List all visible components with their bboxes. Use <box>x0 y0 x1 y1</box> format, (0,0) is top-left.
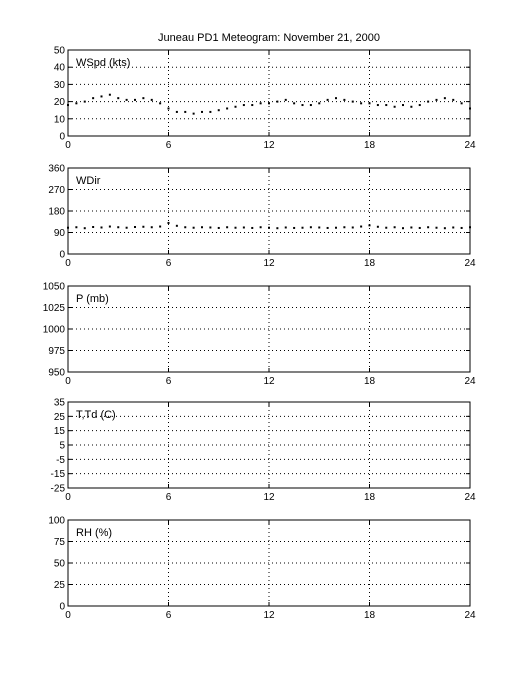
data-point <box>260 226 262 228</box>
y-tick-label: 30 <box>53 79 65 91</box>
data-point <box>461 227 463 229</box>
data-point <box>176 225 178 227</box>
x-tick-label: 18 <box>363 376 376 387</box>
data-point <box>151 99 153 101</box>
x-tick-label: 18 <box>363 140 376 151</box>
data-point <box>184 111 186 113</box>
y-tick-label: -5 <box>56 454 65 466</box>
data-point <box>343 226 345 228</box>
data-point <box>419 227 421 229</box>
data-point <box>75 102 77 104</box>
data-point <box>293 102 295 104</box>
data-point <box>209 111 211 113</box>
y-tick-label: 1025 <box>42 303 65 314</box>
data-point <box>235 227 237 229</box>
data-point <box>226 107 228 109</box>
data-point <box>268 102 270 104</box>
data-point <box>209 226 211 228</box>
data-point <box>293 227 295 229</box>
y-tick-label: 25 <box>53 580 65 591</box>
data-point <box>109 226 111 228</box>
y-tick-label: 0 <box>59 131 65 143</box>
data-point <box>452 99 454 101</box>
y-tick-label: 975 <box>48 346 65 357</box>
data-point <box>377 226 379 228</box>
data-point <box>402 227 404 229</box>
x-tick-label: 6 <box>165 610 172 621</box>
data-point <box>92 226 94 228</box>
data-point <box>126 227 128 229</box>
x-tick-label: 6 <box>165 492 172 503</box>
x-tick-label: 24 <box>464 610 476 621</box>
x-tick-label: 0 <box>65 610 71 621</box>
x-tick-label: 0 <box>65 376 71 387</box>
data-point <box>318 102 320 104</box>
x-tick-label: 6 <box>165 140 172 151</box>
panel-rh <box>48 516 476 622</box>
data-point <box>92 97 94 99</box>
data-point <box>369 224 371 226</box>
data-point <box>327 99 329 101</box>
panel-wdir <box>48 164 476 270</box>
data-point <box>184 226 186 228</box>
data-point <box>218 227 220 229</box>
data-point <box>193 227 195 229</box>
y-tick-label: 35 <box>53 397 65 409</box>
data-point <box>469 107 471 109</box>
data-point <box>201 111 203 113</box>
y-tick-label: 75 <box>53 537 65 548</box>
y-tick-label: 90 <box>53 228 65 239</box>
x-tick-label: 12 <box>263 492 275 503</box>
panel-wspd <box>54 46 476 152</box>
y-tick-label: 100 <box>48 515 65 527</box>
data-point <box>226 226 228 228</box>
data-point <box>84 101 86 103</box>
data-point <box>410 226 412 228</box>
data-point <box>168 107 170 109</box>
panel-temp <box>51 398 476 504</box>
data-point <box>427 226 429 228</box>
data-point <box>159 226 161 228</box>
data-point <box>469 226 471 228</box>
y-tick-label: 50 <box>53 45 65 57</box>
data-point <box>335 227 337 229</box>
data-point <box>201 226 203 228</box>
figure-title: Juneau PD1 Meteogram: November 21, 2000 <box>158 32 380 44</box>
data-point <box>142 97 144 99</box>
data-point <box>318 226 320 228</box>
data-point <box>193 113 195 115</box>
data-point <box>310 104 312 106</box>
panel-label-rh: RH (%) <box>76 527 113 539</box>
y-tick-label: 180 <box>48 206 65 218</box>
data-point <box>168 222 170 224</box>
panel-label-wspd: WSpd (kts) <box>76 57 131 69</box>
data-point <box>302 104 304 106</box>
data-point <box>126 99 128 101</box>
data-point <box>394 106 396 108</box>
y-tick-label: 40 <box>53 62 65 74</box>
x-tick-label: 24 <box>464 492 476 503</box>
data-point <box>394 226 396 228</box>
data-point <box>235 106 237 108</box>
data-point <box>385 104 387 106</box>
y-tick-label: 50 <box>53 558 65 570</box>
y-tick-label: 270 <box>48 185 65 196</box>
panel-pressure <box>43 282 476 388</box>
data-point <box>285 99 287 101</box>
y-tick-label: 0 <box>59 601 65 613</box>
y-tick-label: 360 <box>48 163 65 175</box>
data-point <box>276 227 278 229</box>
x-tick-label: 12 <box>263 140 275 151</box>
x-tick-label: 18 <box>363 492 376 503</box>
data-point <box>101 95 103 97</box>
data-point <box>452 226 454 228</box>
y-tick-label: 1000 <box>42 324 65 336</box>
x-tick-label: 6 <box>165 258 172 269</box>
data-point <box>369 102 371 104</box>
x-tick-label: 24 <box>464 258 476 269</box>
data-point <box>302 227 304 229</box>
data-point <box>159 102 161 104</box>
data-point <box>243 104 245 106</box>
data-point <box>444 97 446 99</box>
y-tick-label: 5 <box>59 440 65 452</box>
data-point <box>67 227 69 229</box>
data-point <box>75 226 77 228</box>
data-point <box>151 226 153 228</box>
data-point <box>419 104 421 106</box>
y-tick-label: 1050 <box>42 281 65 293</box>
data-point <box>218 109 220 111</box>
y-tick-label: 20 <box>53 97 65 109</box>
data-point <box>444 227 446 229</box>
data-point <box>410 106 412 108</box>
y-tick-label: -15 <box>50 469 65 481</box>
data-point <box>327 227 329 229</box>
data-point <box>260 102 262 104</box>
data-point <box>176 111 178 113</box>
data-point <box>142 226 144 228</box>
y-tick-label: 15 <box>53 426 65 438</box>
x-tick-label: 18 <box>363 258 376 269</box>
data-point <box>343 99 345 101</box>
data-point <box>402 104 404 106</box>
data-point <box>117 226 119 228</box>
y-tick-label: -25 <box>50 483 65 495</box>
data-point <box>352 101 354 103</box>
x-tick-label: 12 <box>263 376 275 387</box>
x-tick-label: 18 <box>363 610 376 621</box>
x-tick-label: 0 <box>65 258 71 269</box>
data-point <box>436 99 438 101</box>
x-tick-label: 0 <box>65 492 71 503</box>
data-point <box>352 226 354 228</box>
data-point <box>377 104 379 106</box>
data-point <box>335 97 337 99</box>
data-point <box>310 226 312 228</box>
data-point <box>276 101 278 103</box>
data-point <box>134 226 136 228</box>
panel-label-temp: T,Td (C) <box>76 409 116 421</box>
data-point <box>251 227 253 229</box>
panel-label-pressure: P (mb) <box>76 293 109 305</box>
data-point <box>427 101 429 103</box>
y-tick-label: 0 <box>59 249 65 261</box>
data-point <box>385 227 387 229</box>
x-tick-label: 12 <box>263 258 275 269</box>
data-point <box>117 97 119 99</box>
data-point <box>285 226 287 228</box>
data-point <box>134 99 136 101</box>
y-tick-label: 25 <box>53 411 65 423</box>
data-point <box>251 104 253 106</box>
data-point <box>243 226 245 228</box>
data-point <box>360 102 362 104</box>
x-tick-label: 0 <box>65 140 71 151</box>
data-point <box>109 94 111 96</box>
x-tick-label: 6 <box>165 376 172 387</box>
data-point <box>67 104 69 106</box>
data-point <box>436 227 438 229</box>
x-tick-label: 24 <box>464 376 476 387</box>
data-point <box>461 102 463 104</box>
data-point <box>360 226 362 228</box>
x-tick-label: 12 <box>263 610 275 621</box>
data-point <box>101 226 103 228</box>
y-tick-label: 10 <box>53 114 65 126</box>
data-point <box>84 227 86 229</box>
y-tick-label: 950 <box>48 367 65 379</box>
panel-label-wdir: WDir <box>76 175 101 187</box>
data-point <box>268 227 270 229</box>
x-tick-label: 24 <box>464 140 476 151</box>
